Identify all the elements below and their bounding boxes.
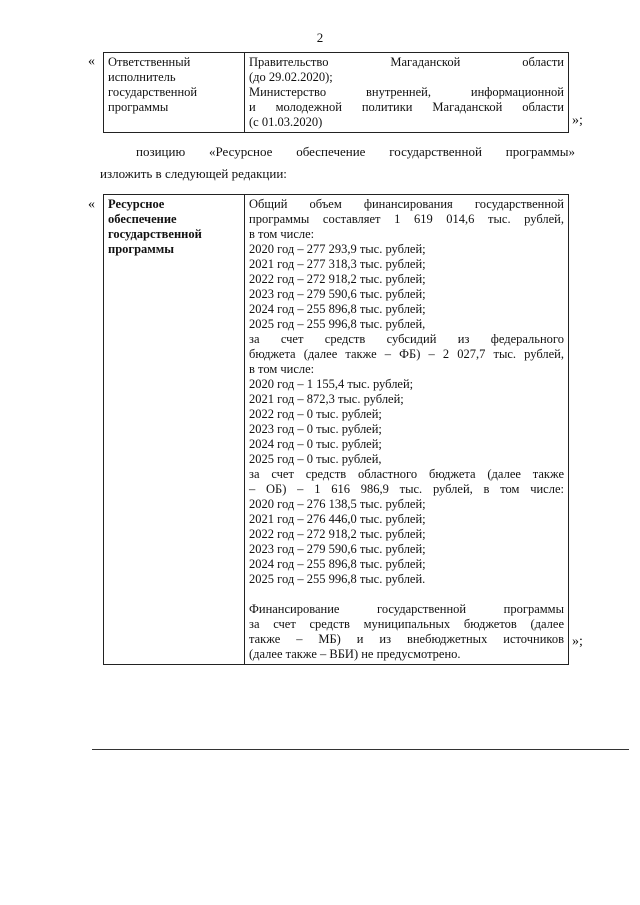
resource-provision-label: Ресурсное обеспечение государственной программы [104,195,245,665]
page-number: 2 [316,30,324,45]
paragraph-line-1: позицию «Ресурсное обеспечение государственной программы» [136,144,575,159]
close-quote-2: »; [572,634,583,649]
responsible-executor-label: Ответственный исполнитель государственной программы [104,53,245,133]
amendment-paragraph [100,143,575,183]
financing-note-line-2: за счет средств муниципальных бюджетов (далее [249,617,564,631]
paragraph-line-2: изложить в следующей редакции: [100,166,287,181]
resource-provision-value: Общий объем финансирования государственной программы составляет 1 619 014,6 тыс. рублей, в том числе: 2020 год – 277 293,9 тыс. рублей; 2021 год – 277 318,3 тыс. рублей; 2022 год – 272 918,2 тыс. рублей; 2023 год – 279 590,6 тыс. рублей; 2024 год – 255 896,8 тыс. рублей; 2025 год – 255 996,8 тыс. рублей, за счет средств субсидий из федерального бюджета (далее также – ФБ) – 2 027,7 тыс. рублей, в том числе: 2020 год – 1 155,4 тыс. рублей; 2021 год – 872,3 тыс. рублей; 2022 год – 0 тыс. рублей; 2023 год – 0 тыс. рублей; 2024 год – 0 тыс. рублей; 2025 год – 0 тыс. рублей, за счет средств областного бюджета (далее также – ОБ) – 1 616 986,9 тыс. рублей, в том числе: 2020 год – 276 138,5 тыс. рублей; 2021 год – 276 446,0 тыс. рублей; 2022 год – 272 918,2 тыс. рублей; 2023 год – 279 590,6 тыс. рублей; 2024 год – 255 896,8 тыс. рублей; 2025 год – 255 996,8 тыс. рублей. Финансирование государственной программы за счет средств муниципальных бюджетов (далее также – МБ) и из внебюджетных источников (далее также – ВБИ) не предусмотрено. [245,195,569,665]
financing-note-line-1: Финансирование государственной программы [249,602,564,616]
open-quote-1: « [88,54,95,69]
footer-rule [92,749,629,750]
responsible-executor-value: Правительство Магаданской области (до 29.02.2020); Министерство внутренней, информационной и молодежной политики Магаданской области (с 01.03.2020) [245,53,569,133]
financing-note-line-4: (далее также – ВБИ) не предусмотрено. [249,647,461,661]
resource-provision-table [103,194,569,665]
open-quote-2: « [88,197,95,212]
financing-note-line-3: также – МБ) и из внебюджетных источников [249,632,564,646]
close-quote-1: »; [572,113,583,128]
responsible-executor-table [103,52,569,133]
